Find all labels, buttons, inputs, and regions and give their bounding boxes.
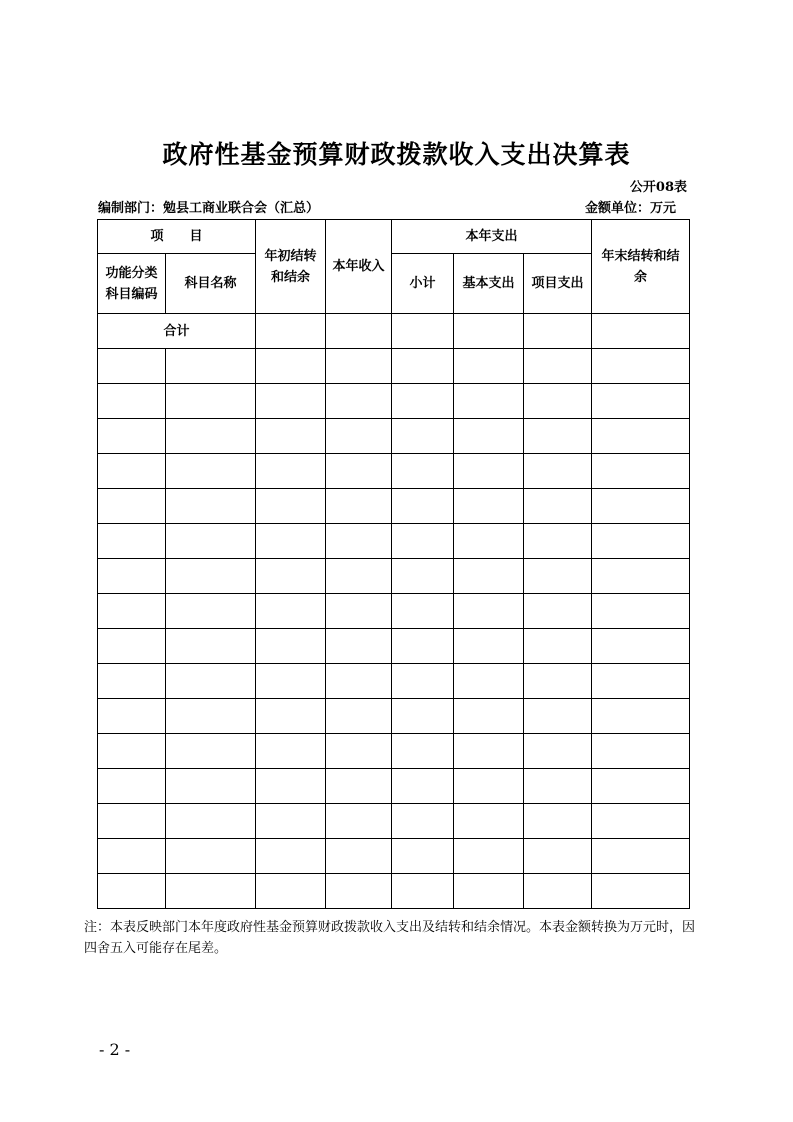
header-begin-balance: 年初结转和结余 xyxy=(256,220,326,314)
table-cell xyxy=(166,559,256,594)
table-row xyxy=(98,524,690,559)
table-cell xyxy=(256,489,326,524)
table-cell xyxy=(524,664,592,699)
table-row xyxy=(98,489,690,524)
total-cell xyxy=(524,314,592,349)
table-cell xyxy=(98,384,166,419)
table-cell xyxy=(392,419,454,454)
total-cell xyxy=(454,314,524,349)
table-cell xyxy=(524,419,592,454)
table-cell xyxy=(524,349,592,384)
table-cell xyxy=(256,454,326,489)
table-row xyxy=(98,769,690,804)
table-cell xyxy=(592,839,690,874)
table-cell xyxy=(166,734,256,769)
table-cell xyxy=(326,454,392,489)
table-cell xyxy=(592,349,690,384)
table-cell xyxy=(166,384,256,419)
table-cell xyxy=(592,384,690,419)
table-row xyxy=(98,559,690,594)
table-cell xyxy=(256,874,326,909)
table-cell xyxy=(98,839,166,874)
table-cell xyxy=(592,559,690,594)
total-row-label: 合计 xyxy=(98,314,256,349)
table-cell xyxy=(166,419,256,454)
table-cell xyxy=(454,419,524,454)
table-cell xyxy=(524,454,592,489)
table-cell xyxy=(98,559,166,594)
table-cell xyxy=(454,699,524,734)
department-label: 编制部门：勉县工商业联合会（汇总） xyxy=(98,201,320,216)
table-cell xyxy=(326,874,392,909)
table-cell xyxy=(166,874,256,909)
header-basic-expense: 基本支出 xyxy=(454,254,524,314)
table-cell xyxy=(166,349,256,384)
form-number: 公开08表 xyxy=(629,180,687,195)
table-cell xyxy=(454,629,524,664)
table-cell xyxy=(98,594,166,629)
table-cell xyxy=(256,664,326,699)
header-current-expense: 本年支出 xyxy=(392,220,592,254)
table-cell xyxy=(166,629,256,664)
table-cell xyxy=(524,699,592,734)
table-cell xyxy=(98,734,166,769)
table-cell xyxy=(326,559,392,594)
table-cell xyxy=(256,594,326,629)
table-cell xyxy=(256,839,326,874)
total-cell xyxy=(592,314,690,349)
table-row xyxy=(98,454,690,489)
total-cell xyxy=(326,314,392,349)
header-subtotal: 小计 xyxy=(392,254,454,314)
table-cell xyxy=(256,419,326,454)
table-cell xyxy=(166,804,256,839)
header-current-income: 本年收入 xyxy=(326,220,392,314)
table-cell xyxy=(392,874,454,909)
table-cell xyxy=(454,594,524,629)
table-row xyxy=(98,699,690,734)
table-cell xyxy=(592,664,690,699)
table-cell xyxy=(166,664,256,699)
table-cell xyxy=(326,699,392,734)
table-cell xyxy=(98,874,166,909)
table-cell xyxy=(454,489,524,524)
table-row xyxy=(98,734,690,769)
table-cell xyxy=(256,769,326,804)
table-cell xyxy=(592,454,690,489)
table-cell xyxy=(592,734,690,769)
unit-label: 金额单位：万元 xyxy=(584,201,676,216)
table-cell xyxy=(326,804,392,839)
table-row xyxy=(98,664,690,699)
table-cell xyxy=(392,349,454,384)
table-cell xyxy=(326,594,392,629)
table-cell xyxy=(392,594,454,629)
table-row xyxy=(98,594,690,629)
table-row xyxy=(98,629,690,664)
total-cell xyxy=(392,314,454,349)
table-cell xyxy=(326,839,392,874)
table-cell xyxy=(524,559,592,594)
table-cell xyxy=(392,629,454,664)
table-cell xyxy=(392,769,454,804)
table-cell xyxy=(524,594,592,629)
header-end-balance: 年末结转和结余 xyxy=(592,220,690,314)
table-cell xyxy=(98,419,166,454)
table-cell xyxy=(524,804,592,839)
table-cell xyxy=(454,734,524,769)
document-title: 政府性基金预算财政拨款收入支出决算表 xyxy=(162,140,631,169)
table-cell xyxy=(392,559,454,594)
table-cell xyxy=(392,664,454,699)
table-cell xyxy=(166,524,256,559)
table-row xyxy=(98,419,690,454)
table-cell xyxy=(98,524,166,559)
table-cell xyxy=(326,734,392,769)
table-cell xyxy=(524,524,592,559)
table-cell xyxy=(256,734,326,769)
table-cell xyxy=(392,489,454,524)
table-cell xyxy=(592,419,690,454)
table-cell xyxy=(98,804,166,839)
table-cell xyxy=(592,524,690,559)
table-cell xyxy=(166,769,256,804)
table-cell xyxy=(166,699,256,734)
table-cell xyxy=(98,664,166,699)
table-cell xyxy=(256,629,326,664)
header-function-code: 功能分类科目编码 xyxy=(98,254,166,314)
table-cell xyxy=(592,804,690,839)
table-cell xyxy=(256,524,326,559)
table-cell xyxy=(454,524,524,559)
table-cell xyxy=(392,524,454,559)
total-cell xyxy=(256,314,326,349)
header-project-expense: 项目支出 xyxy=(524,254,592,314)
table-cell xyxy=(392,839,454,874)
table-cell xyxy=(454,559,524,594)
table-cell xyxy=(524,839,592,874)
table-cell xyxy=(166,839,256,874)
table-cell xyxy=(166,594,256,629)
budget-table xyxy=(97,219,690,909)
table-cell xyxy=(592,874,690,909)
table-cell xyxy=(256,559,326,594)
table-cell xyxy=(392,454,454,489)
table-cell xyxy=(454,874,524,909)
table-cell xyxy=(592,699,690,734)
table-cell xyxy=(454,804,524,839)
table-cell xyxy=(454,349,524,384)
table-cell xyxy=(592,629,690,664)
table-cell xyxy=(524,734,592,769)
table-cell xyxy=(326,419,392,454)
header-project: 项 目 xyxy=(98,220,256,254)
table-row xyxy=(98,384,690,419)
table-cell xyxy=(592,594,690,629)
table-cell xyxy=(326,664,392,699)
table-cell xyxy=(256,804,326,839)
table-cell xyxy=(256,384,326,419)
table-cell xyxy=(98,769,166,804)
table-cell xyxy=(326,384,392,419)
table-cell xyxy=(392,804,454,839)
header-subject-name: 科目名称 xyxy=(166,254,256,314)
table-cell xyxy=(592,489,690,524)
table-cell xyxy=(166,454,256,489)
table-cell xyxy=(98,629,166,664)
table-row xyxy=(98,349,690,384)
table-cell xyxy=(326,349,392,384)
table-cell xyxy=(392,699,454,734)
table-cell xyxy=(524,769,592,804)
table-cell xyxy=(392,384,454,419)
table-cell xyxy=(326,524,392,559)
table-cell xyxy=(592,769,690,804)
table-row xyxy=(98,804,690,839)
table-cell xyxy=(98,699,166,734)
table-cell xyxy=(454,839,524,874)
table-cell xyxy=(454,454,524,489)
page-number: - 2 - xyxy=(99,1040,131,1059)
table-cell xyxy=(98,489,166,524)
table-row xyxy=(98,874,690,909)
table-cell xyxy=(454,384,524,419)
table-cell xyxy=(524,874,592,909)
table-cell xyxy=(326,769,392,804)
table-cell xyxy=(98,454,166,489)
table-cell xyxy=(524,384,592,419)
table-cell xyxy=(256,699,326,734)
table-cell xyxy=(454,664,524,699)
table-cell xyxy=(166,489,256,524)
table-cell xyxy=(524,489,592,524)
table-cell xyxy=(326,489,392,524)
table-cell xyxy=(392,734,454,769)
table-cell xyxy=(326,629,392,664)
table-row xyxy=(98,839,690,874)
table-cell xyxy=(256,349,326,384)
table-cell xyxy=(98,349,166,384)
table-cell xyxy=(524,629,592,664)
table-cell xyxy=(454,769,524,804)
table-note: 注：本表反映部门本年度政府性基金预算财政拨款收入支出及结转和结余情况。本表金额转换为万元时，因四舍五入可能存在尾差。 xyxy=(84,920,696,956)
